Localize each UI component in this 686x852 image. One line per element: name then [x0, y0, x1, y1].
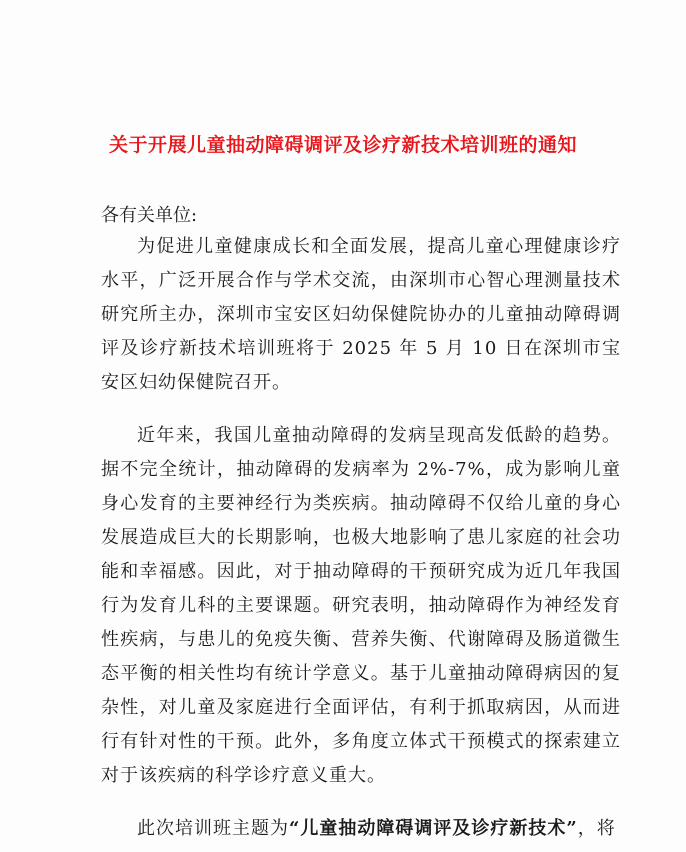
paragraph-1: 为促进儿童健康成长和全面发展，提高儿童心理健康诊疗水平，广泛开展合作与学术交流，由深圳市心智心理测量技术研究所主办，深圳市宝安区妇幼保健院协办的儿童抽动障碍调评及诊疗新技术培训班将于 2025 年 5 月 10 日在深圳市宝安区妇幼保健院召开。 — [101, 236, 621, 393]
notice-title: 关于开展儿童抽动障碍调评及诊疗新技术培训班的通知 — [108, 134, 577, 156]
paragraph-3 — [101, 812, 621, 846]
paragraph-3-suffix: ，将 — [577, 818, 616, 839]
paragraph-2: 近年来，我国儿童抽动障碍的发病呈现高发低龄的趋势。据不完全统计，抽动障碍的发病率为 2%-7%，成为影响儿童身心发育的主要神经行为类疾病。抽动障碍不仅给儿童的身心发展造成巨大的长期影响，也极大地影响了患儿家庭的社会功能和幸福感。因此，对于抽动障碍的干预研究成为近几年我国行为发育儿科的主要课题。研究表明，抽动障碍作为神经发育性疾病，与患儿的免疫失衡、营养失衡、代谢障碍及肠道微生态平衡的相关性均有统计学意义。基于儿童抽动障碍病因的复杂性，对儿童及家庭进行全面评估，有利于抓取病因，从而进行有针对性的干预。此外，多角度立体式干预模式的探索建立对于该疾病的科学诊疗意义重大。 — [101, 425, 621, 786]
paragraph-3-prefix: 此次培训班主题为 — [137, 818, 289, 839]
training-theme: “儿童抽动障碍调评及诊疗新技术” — [289, 818, 578, 839]
salutation: 各有关单位: — [101, 205, 198, 226]
